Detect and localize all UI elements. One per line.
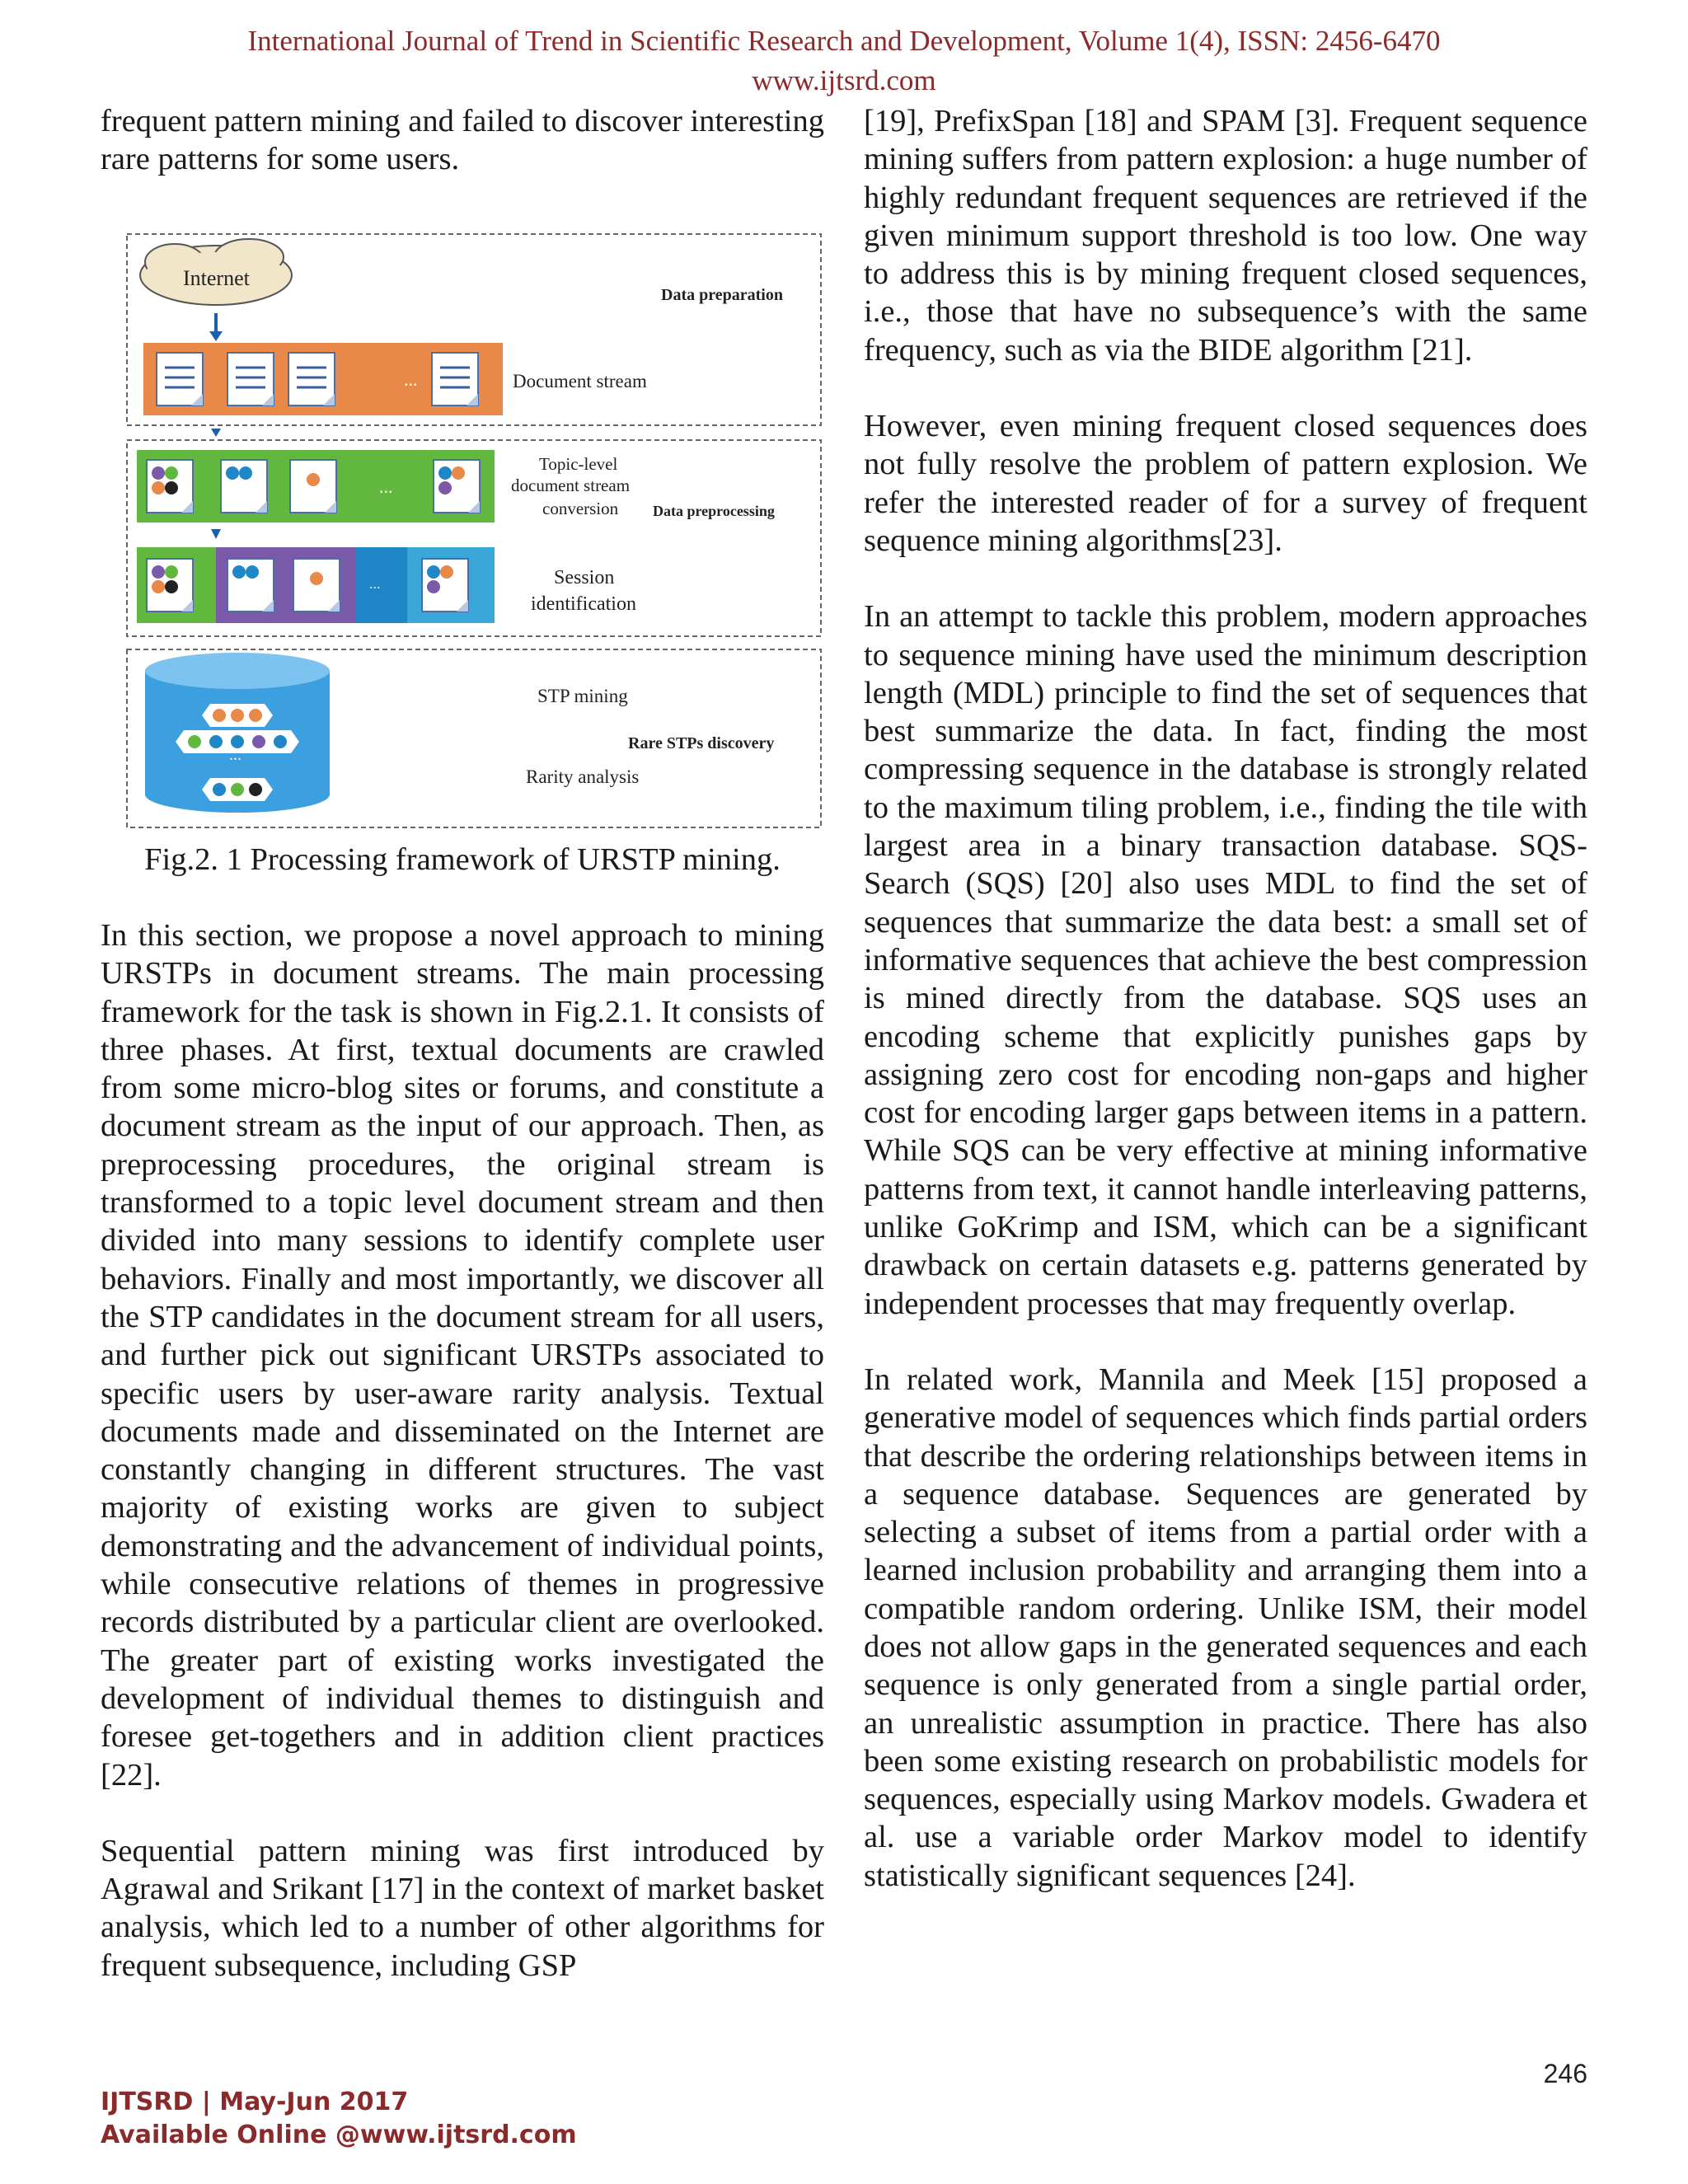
topic-level-label-2: document stream [511, 476, 631, 495]
document-icon [147, 559, 193, 612]
stp-mining-label: STP mining [537, 686, 628, 706]
journal-header: International Journal of Trend in Scientific Research and Development, Volume 1(4), ISSN: 2456-6470 [247, 25, 1441, 57]
paragraph: In this section, we propose a novel approach to mining URSTPs in document streams. The main processing framework for the task is shown in Fig.2.1. It consists of three phases. At first, textual documents are crawled from some micro-blog sites or forums, and constitute a document stream as the input of our approach. Then, as preprocessing procedures, the original stream is transformed to a topic level document stream and then divided into many sessions to identify complete user behaviors. Finally and most importantly, we discover all the STP candidates in the document stream for all users, and further pick out significant URSTPs associated to specific users by user-aware rarity analysis. Textual documents made and disseminated on the Internet are constantly changing in different structures. The vast majority of existing works are given to subject demonstrating and the advancement of individual points, while consecutive relations of themes in progressive records distributed by a particular client are overlooked. The greater part of existing works investigated the development of individual themes to distinguish and foresee get-togethers and in addition client practices [22]. [101, 918, 824, 1793]
document-icon [227, 353, 274, 405]
arrow-down-icon [209, 331, 223, 341]
ellipsis: ... [379, 476, 393, 497]
document-icon [147, 460, 193, 513]
paragraph: Sequential pattern mining was first introduced by Agrawal and Srikant [17] in the context of market basket analysis, which led to a number of other algorithms for frequent subsequence, including GSP [101, 1833, 824, 1983]
document-icon [221, 460, 267, 513]
rarity-analysis-label: Rarity analysis [526, 766, 640, 787]
document-icon [434, 460, 480, 513]
session-label-2: identification [531, 593, 636, 615]
document-icon [432, 353, 478, 405]
ellipsis: ... [369, 575, 381, 592]
data-preprocessing-label: Data preprocessing [653, 503, 775, 519]
journal-url: www.ijtsrd.com [752, 64, 936, 96]
page-number: 246 [1543, 2059, 1587, 2088]
footer-url: Available Online @www.ijtsrd.com [101, 2121, 577, 2149]
session-block-blue [356, 547, 407, 623]
right-column [864, 102, 1587, 1895]
arrow-down-icon [211, 529, 221, 539]
ellipsis: ... [229, 746, 241, 764]
pattern-token [202, 778, 273, 801]
document-icon [422, 559, 468, 612]
paragraph: frequent pattern mining and failed to discover interesting rare patterns for some users. [101, 104, 824, 177]
internet-label: Internet [183, 266, 250, 290]
figure-caption: Fig.2. 1 Processing framework of URSTP mining. [144, 842, 781, 877]
left-column-body [101, 916, 824, 1985]
data-preparation-label: Data preparation [661, 286, 783, 304]
framework-diagram [125, 231, 824, 832]
figure-framework [125, 231, 824, 832]
paragraph: However, even mining frequent closed sequences does not fully resolve the problem of pattern explosion. We refer the interested reader of for a survey of frequent sequence mining algorithms[23]. [864, 409, 1587, 558]
footer-issue: IJTSRD | May-Jun 2017 [101, 2088, 409, 2116]
rare-stps-label: Rare STPs discovery [628, 734, 775, 752]
ellipsis: ... [404, 369, 418, 390]
left-column-top [101, 102, 824, 179]
paragraph: [19], PrefixSpan [18] and SPAM [3]. Frequent sequence mining suffers from pattern explosion: a huge number of highly redundant frequent sequences are retrieved if the given minimum support threshold is too low. One way to address this is by mining frequent closed sequences, i.e., those that have no subsequence’s with the same frequency, such as via the BIDE algorithm [21]. [864, 104, 1587, 368]
document-icon [288, 353, 335, 405]
paragraph: In an attempt to tackle this problem, modern approaches to sequence mining have used the minimum description length (MDL) principle to find the set of sequences that best summarize the data. In fact, finding the most compressing sequence in the database is strongly related to the maximum tiling problem, i.e., finding the tile with largest area in a binary transaction database. SQS-Search (SQS) [20] also uses MDL to find the set of sequences that summarize the data best: a small set of informative sequences that achieve the best compression is mined directly from the database. SQS uses an encoding scheme that explicitly punishes gaps by assigning zero cost for encoding non-gaps and higher cost for encoding larger gaps between items in a pattern. While SQS can be very effective at mining informative patterns from text, it cannot handle interleaving patterns, unlike GoKrimp and ISM, which can be a significant drawback on certain datasets e.g. patterns generated by independent processes that may frequently overlap. [864, 599, 1587, 1321]
document-icon [227, 559, 274, 612]
pattern-token [202, 704, 273, 727]
topic-level-label-1: Topic-level [539, 454, 618, 474]
topic-level-label-3: conversion [542, 499, 619, 518]
document-icon [293, 559, 340, 612]
arrow-down-icon [211, 429, 221, 437]
document-stream-label: Document stream [513, 371, 647, 391]
session-label-1: Session [554, 567, 615, 588]
document-icon [290, 460, 336, 513]
document-icon [157, 353, 203, 405]
paragraph: In related work, Mannila and Meek [15] proposed a generative model of sequences which finds partial orders that describe the ordering relationships between items in a sequence database. Sequences are generated by selecting a subset of items from a partial order with a learned inclusion probability and arranging them into a compatible random ordering. Unlike ISM, their model does not allow gaps in the generated sequences and each sequence is only generated from a single partial order, an unrealistic assumption in practice. There has also been some existing research on probabilistic models for sequences, especially using Markov models. Gwadera et al. use a variable order Markov model to identify statistically significant sequences [24]. [864, 1361, 1587, 1893]
